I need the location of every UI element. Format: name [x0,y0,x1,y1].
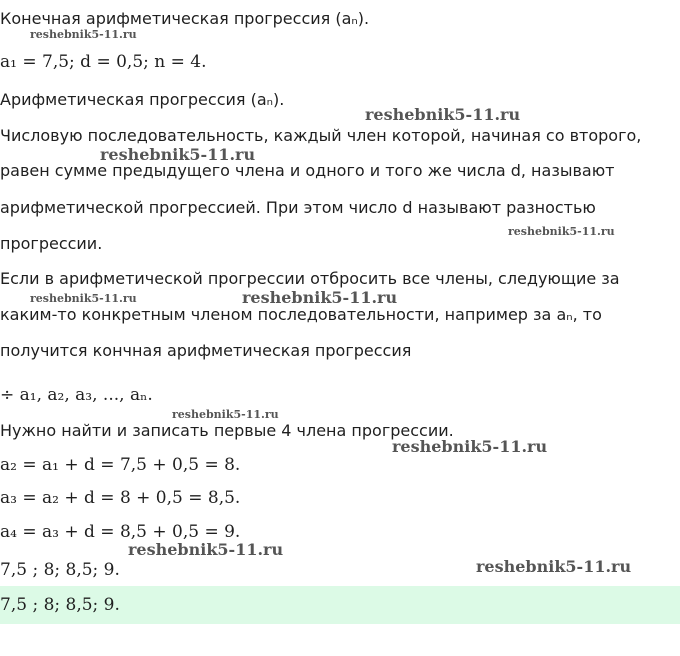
watermark: reshebnik5-11.ru [242,288,398,307]
section-heading: Арифметическая прогрессия (aₙ). [0,90,285,109]
calc-a2: a₂ = a₁ + d = 7,5 + 0,5 = 8. [0,455,241,475]
watermark: reshebnik5-11.ru [172,408,279,421]
task-statement: Нужно найти и записать первые 4 члена прогрессии. [0,421,454,440]
calc-a3: a₃ = a₂ + d = 8 + 0,5 = 8,5. [0,488,241,508]
task-title: Конечная арифметическая прогрессия (aₙ). [0,9,370,28]
calc-a4: a₄ = a₃ + d = 8,5 + 0,5 = 9. [0,522,241,542]
definition-line-2: равен сумме предыдущего члена и одного и того же числа d, называют [0,161,615,180]
definition-line-4: прогрессии. [0,234,103,253]
progression-notation: ÷ a₁, a₂, a₃, ..., aₙ. [0,385,153,405]
answer-text: 7,5 ; 8; 8,5; 9. [0,595,120,615]
watermark: reshebnik5-11.ru [392,437,548,456]
finite-progression-line-1: Если в арифметической прогрессии отбросить все члены, следующие за [0,269,620,288]
watermark: reshebnik5-11.ru [30,292,137,305]
watermark: reshebnik5-11.ru [508,225,615,238]
watermark: reshebnik5-11.ru [365,105,521,124]
watermark: reshebnik5-11.ru [476,557,632,576]
finite-progression-line-2: каким-то конкретным членом последовательности, например за aₙ, то [0,305,602,324]
definition-line-1: Числовую последовательность, каждый член которой, начиная со второго, [0,126,642,145]
given-values: a₁ = 7,5; d = 0,5; n = 4. [0,52,207,72]
watermark: reshebnik5-11.ru [128,540,284,559]
finite-progression-line-3: получится кончная арифметическая прогрессия [0,341,412,360]
watermark: reshebnik5-11.ru [100,145,256,164]
watermark: reshebnik5-11.ru [30,28,137,41]
result-line: 7,5 ; 8; 8,5; 9. [0,560,120,580]
answer-box [0,586,680,624]
definition-line-3: арифметической прогрессией. При этом число d называют разностью [0,198,596,217]
